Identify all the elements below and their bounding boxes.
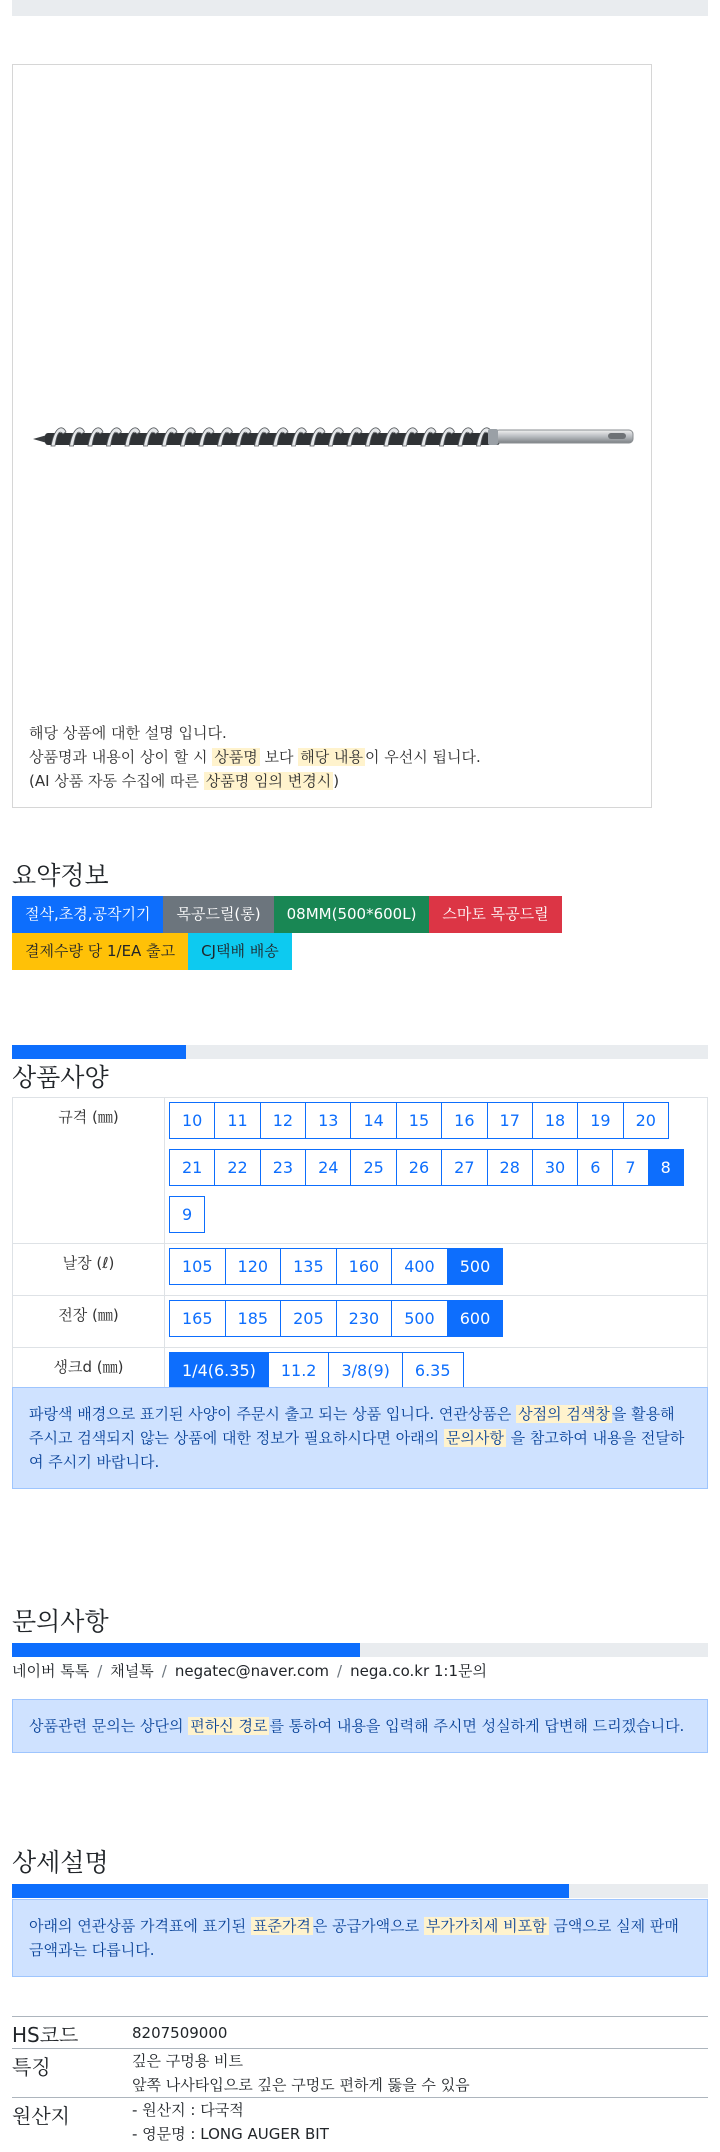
spec-title: 상품사양 [12,1063,109,1092]
link-separator: / [97,1662,103,1680]
disclaimer-line-2 [29,745,481,769]
spec-row [13,1098,708,1244]
spec-option-button[interactable]: 8 [648,1149,684,1186]
info-value [132,2017,227,2048]
inquiry-notice [12,1699,708,1753]
summary-tag: 스마토 목공드릴 [429,896,561,933]
highlight-vat-excluded: 부가가치세 비포함 [425,1917,547,1935]
spec-option-button[interactable]: 16 [441,1102,487,1139]
notice-text: 를 통하여 내용을 입력해 주시면 성실하게 답변해 드리겠습니다. [269,1717,685,1735]
summary-tag: 08MM(500*600L) [274,896,430,933]
notice-text: 은 공급가액으로 [312,1917,424,1935]
spec-option-button[interactable]: 7 [612,1149,648,1186]
spec-table [12,1097,708,1400]
spec-notice [12,1387,708,1489]
disclaimer-line-1: 해당 상품에 대한 설명 입니다. [29,724,227,742]
auger-drill-bit-image [33,415,639,459]
spec-option-button[interactable]: 11.2 [268,1352,330,1389]
link-separator: / [337,1662,343,1680]
detail-notice [12,1899,708,1977]
spec-option-button[interactable]: 21 [169,1149,215,1186]
spec-option-button[interactable]: 400 [391,1248,448,1285]
info-key: 특징 [12,2055,51,2079]
spec-option-button[interactable]: 18 [532,1102,578,1139]
spec-option-button[interactable]: 15 [396,1102,442,1139]
spec-option-button[interactable]: 14 [350,1102,396,1139]
spec-option-button[interactable]: 27 [441,1149,487,1186]
info-value-line: 앞쪽 나사타입으로 깊은 구멍도 편하게 뚫을 수 있음 [132,2076,470,2094]
info-value [132,2098,329,2146]
summary-tag: 결제수량 당 1/EA 출고 [12,933,188,970]
info-key: 원산지 [12,2104,70,2128]
spec-option-button[interactable]: 24 [305,1149,351,1186]
image-disclaimer [29,721,481,793]
notice-text: 파랑색 배경으로 표기된 사양이 주문시 출고 되는 상품 입니다. 연관상품은 [29,1405,517,1423]
spec-option-button[interactable]: 22 [214,1149,260,1186]
disclaimer-text: 보다 [259,748,299,766]
spec-option-button[interactable]: 23 [260,1149,306,1186]
notice-text: 금액으로 실제 판매금액과는 다릅니다. [29,1917,679,1959]
link-separator: / [161,1662,167,1680]
spec-label: 전장 (㎜) [13,1296,165,1348]
spec-option-button[interactable]: 230 [336,1300,393,1337]
spec-label: 생크d (㎜) [13,1348,165,1400]
inquiry-link[interactable]: negatec@naver.com [174,1662,330,1680]
spec-row [13,1296,708,1348]
inquiry-link[interactable]: nega.co.kr 1:1문의 [350,1662,487,1680]
inquiry-links [12,1660,487,1681]
spec-option-button[interactable]: 13 [305,1102,351,1139]
disclaimer-line-3 [29,769,481,793]
spec-option-button[interactable]: 25 [350,1149,396,1186]
spec-option-button[interactable]: 600 [447,1300,504,1337]
spec-options [165,1244,708,1296]
spec-progress-bar [12,1045,708,1059]
highlight-channel: 편하신 경로 [190,1717,268,1735]
highlight-inquiry: 문의사항 [445,1429,504,1447]
spec-progress-fill [12,1045,186,1059]
summary-title: 요약정보 [12,861,109,890]
summary-tag: 절삭,초경,공작기기 [12,896,163,933]
spec-option-button[interactable]: 11 [214,1102,260,1139]
info-value-line: - 원산지 : 다국적 [132,2101,244,2119]
disclaimer-text: (AI 상품 자동 수집에 따른 [29,772,204,790]
info-value-line: 깊은 구멍용 비트 [132,2052,243,2070]
spec-option-button[interactable]: 26 [396,1149,442,1186]
info-row [12,2016,708,2048]
spec-option-button[interactable]: 1/4(6.35) [169,1352,269,1389]
inquiry-link[interactable]: 채널톡 [110,1662,154,1680]
summary-tag: 목공드릴(롱) [163,896,273,933]
spec-option-button[interactable]: 185 [225,1300,282,1337]
inquiry-progress-fill [12,1643,360,1657]
spec-option-button[interactable]: 160 [336,1248,393,1285]
spec-option-button[interactable]: 500 [447,1248,504,1285]
spec-option-button[interactable]: 28 [487,1149,533,1186]
highlight-product-name: 상품명 [214,748,258,766]
info-row [12,2048,708,2097]
spec-label: 날장 (ℓ) [13,1244,165,1296]
highlight-content: 해당 내용 [300,748,363,766]
spec-option-button[interactable]: 3/8(9) [328,1352,402,1389]
spec-option-button[interactable]: 12 [260,1102,306,1139]
option-row-end [169,1341,703,1347]
product-image-frame [12,64,652,808]
highlight-standard-price: 표준가격 [252,1917,311,1935]
info-value-line: - 영문명 : LONG AUGER BIT [132,2125,329,2143]
product-info-table [12,2016,708,2146]
highlight-rename: 상품명 임의 변경시 [205,772,332,790]
spec-label: 규격 (㎜) [13,1098,165,1244]
notice-text: 을 활용해 주시고 검색되지 않는 상품에 대한 정보가 필요하시다면 아래의 [29,1405,675,1447]
info-key: HS코드 [12,2023,79,2047]
spec-option-button[interactable]: 205 [280,1300,337,1337]
option-row-break [169,1190,703,1196]
disclaimer-text: 상품명과 내용이 상이 할 시 [29,748,213,766]
spec-option-button[interactable]: 105 [169,1248,226,1285]
spec-option-button[interactable]: 19 [577,1102,623,1139]
spec-option-button[interactable]: 10 [169,1102,215,1139]
option-row-end [169,1237,703,1243]
summary-tags [12,896,612,970]
spec-option-button[interactable]: 9 [169,1196,205,1233]
disclaimer-text: 이 우선시 됩니다. [364,748,481,766]
detail-progress-fill [12,1884,569,1898]
spec-option-button[interactable]: 135 [280,1248,337,1285]
inquiry-link[interactable]: 네이버 톡톡 [12,1662,90,1680]
top-divider-bar [12,0,708,16]
info-value [132,2049,470,2097]
summary-tag: CJ택배 배송 [188,933,292,970]
spec-option-button[interactable]: 20 [623,1102,669,1139]
spec-option-button[interactable]: 165 [169,1300,226,1337]
inquiry-progress-bar [12,1643,708,1657]
detail-progress-bar [12,1884,708,1898]
notice-text: 을 참고하여 내용을 전달하여 주시기 바랍니다. [29,1429,685,1471]
info-value-line: 8207509000 [132,2024,228,2042]
notice-text: 상품관련 문의는 상단의 [29,1717,189,1735]
highlight-store-search: 상점의 검색창 [518,1405,610,1423]
option-row-end [169,1289,703,1295]
info-row [12,2097,708,2146]
disclaimer-text: ) [333,772,340,790]
spec-option-button[interactable]: 6 [577,1149,613,1186]
detail-title: 상세설명 [12,1848,109,1877]
notice-text: 아래의 연관상품 가격표에 표기된 [29,1917,251,1935]
spec-row [13,1244,708,1296]
spec-options [165,1296,708,1348]
spec-option-button[interactable]: 500 [391,1300,448,1337]
spec-option-button[interactable]: 17 [487,1102,533,1139]
spec-option-button[interactable]: 120 [225,1248,282,1285]
inquiry-title: 문의사항 [12,1607,109,1636]
spec-option-button[interactable]: 30 [532,1149,578,1186]
spec-option-button[interactable]: 6.35 [402,1352,464,1389]
spec-options [165,1098,708,1244]
